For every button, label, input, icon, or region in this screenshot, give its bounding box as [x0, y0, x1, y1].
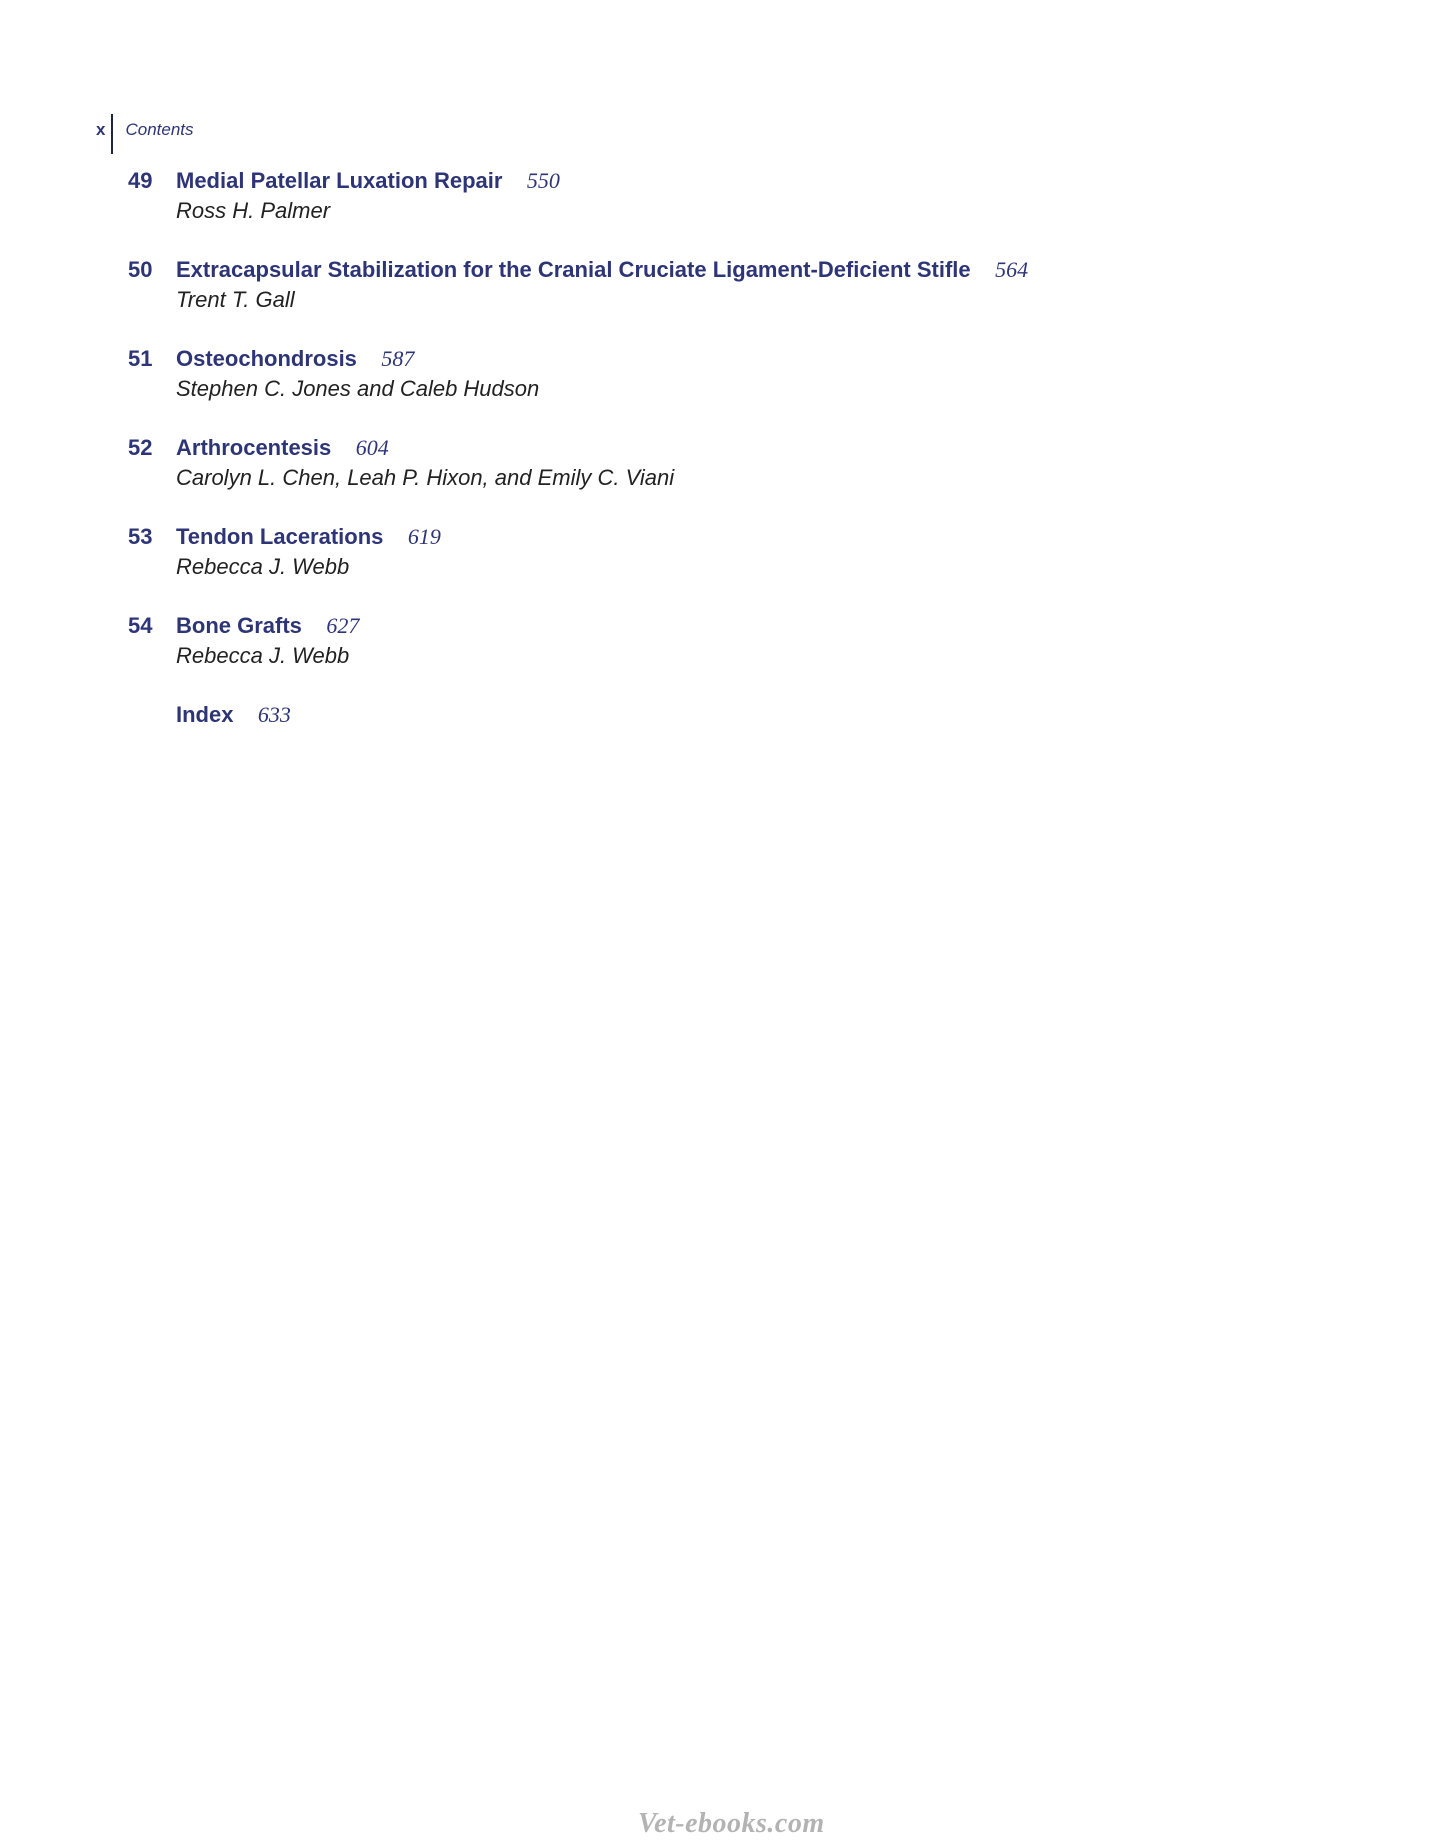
chapter-number: 51	[128, 346, 153, 371]
chapter-page-number: 587	[381, 346, 415, 371]
chapter-title-line	[176, 255, 1028, 288]
table-of-contents	[128, 166, 1328, 789]
toc-entry[interactable]	[128, 611, 1328, 700]
chapter-authors: Ross H. Palmer	[176, 198, 331, 223]
chapter-page-number: 604	[355, 435, 389, 460]
toc-entry[interactable]	[128, 255, 1328, 344]
chapter-authors: Trent T. Gall	[176, 287, 295, 312]
chapter-page-number: 564	[995, 257, 1029, 282]
chapter-title-link[interactable]: Extracapsular Stabilization for the Cranial Cruciate Ligament-Deficient Stifle	[176, 257, 971, 282]
watermark-text: Vet-ebooks.com	[638, 1808, 825, 1839]
toc-entry[interactable]	[128, 166, 1328, 255]
watermark-logo	[638, 1808, 825, 1840]
chapter-number: 53	[128, 524, 153, 549]
chapter-authors: Stephen C. Jones and Caleb Hudson	[176, 376, 540, 401]
running-title: Contents	[125, 120, 194, 139]
index-title-line	[176, 700, 291, 733]
chapter-title-link[interactable]: Arthrocentesis	[176, 435, 332, 460]
index-page-number: 633	[257, 702, 291, 727]
chapter-title-link[interactable]: Tendon Lacerations	[176, 524, 384, 549]
chapter-title-link[interactable]: Bone Grafts	[176, 613, 302, 638]
chapter-title-link[interactable]: Medial Patellar Luxation Repair	[176, 168, 503, 193]
chapter-page-number: 619	[407, 524, 441, 549]
header-divider	[111, 114, 113, 154]
toc-entry[interactable]	[128, 522, 1328, 611]
chapter-page-number: 627	[326, 613, 360, 638]
chapter-number: 52	[128, 435, 153, 460]
chapter-authors: Rebecca J. Webb	[176, 554, 350, 579]
page-number: x	[96, 120, 106, 139]
chapter-title-line	[176, 611, 359, 644]
chapter-title-line	[176, 433, 389, 466]
toc-entry[interactable]	[128, 344, 1328, 433]
toc-entry-index[interactable]	[128, 700, 1328, 789]
chapter-title-link[interactable]: Osteochondrosis	[176, 346, 357, 371]
chapter-number: 50	[128, 257, 153, 282]
chapter-title-line	[176, 344, 414, 377]
running-header	[96, 114, 194, 154]
chapter-page-number: 550	[526, 168, 560, 193]
toc-entry[interactable]	[128, 433, 1328, 522]
chapter-authors: Rebecca J. Webb	[176, 643, 350, 668]
chapter-title-line	[176, 166, 560, 199]
chapter-number: 54	[128, 613, 153, 638]
index-link[interactable]: Index	[176, 702, 234, 727]
chapter-authors: Carolyn L. Chen, Leah P. Hixon, and Emily C. Viani	[176, 465, 675, 490]
chapter-number: 49	[128, 168, 153, 193]
chapter-title-line	[176, 522, 441, 555]
